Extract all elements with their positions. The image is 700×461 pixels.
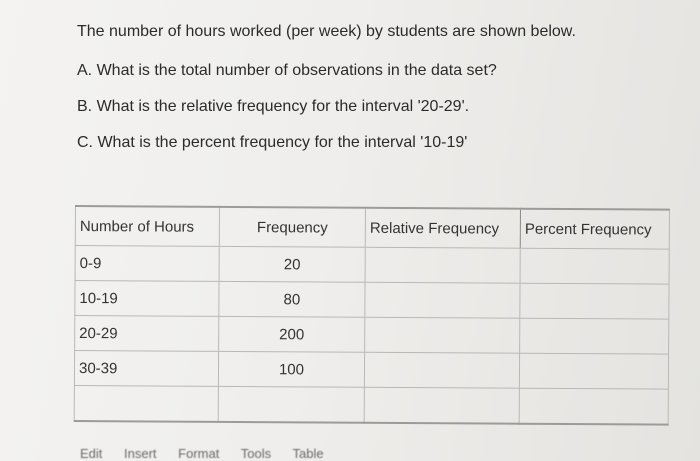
editor-menubar bbox=[80, 446, 342, 461]
table-header-row bbox=[75, 206, 669, 249]
relative-frequency-input-cell[interactable] bbox=[365, 317, 520, 353]
relative-frequency-input-cell[interactable] bbox=[364, 387, 519, 423]
relative-frequency-input-cell[interactable] bbox=[364, 352, 519, 388]
frequency-cell: 20 bbox=[219, 246, 365, 282]
frequency-table-container bbox=[74, 205, 665, 424]
hours-cell: 30-39 bbox=[74, 351, 218, 387]
menu-insert[interactable]: Insert bbox=[124, 446, 157, 461]
menu-format[interactable]: Format bbox=[178, 446, 220, 461]
frequency-cell: 100 bbox=[218, 351, 364, 387]
header-number-of-hours: Number of Hours bbox=[75, 206, 219, 246]
frequency-table bbox=[74, 205, 670, 426]
header-frequency: Frequency bbox=[219, 207, 365, 247]
percent-frequency-input-cell[interactable] bbox=[520, 283, 669, 319]
frequency-cell: 80 bbox=[219, 281, 365, 317]
hours-cell: 20-29 bbox=[75, 316, 219, 352]
percent-frequency-input-cell[interactable] bbox=[520, 318, 669, 354]
question-b: B. What is the relative frequency for the interval '20-29'. bbox=[77, 98, 470, 115]
table-row bbox=[74, 351, 668, 390]
header-percent-frequency: Percent Frequency bbox=[520, 209, 669, 249]
header-relative-frequency: Relative Frequency bbox=[365, 208, 520, 248]
percent-frequency-input-cell[interactable] bbox=[519, 388, 668, 424]
frequency-cell[interactable] bbox=[218, 386, 364, 422]
table-row bbox=[75, 246, 669, 285]
question-a: A. What is the total number of observations in the data set? bbox=[77, 62, 497, 79]
table-row bbox=[74, 385, 668, 424]
menu-table[interactable]: Table bbox=[292, 446, 324, 461]
relative-frequency-input-cell[interactable] bbox=[365, 247, 520, 283]
table-row bbox=[75, 316, 669, 355]
question-c: C. What is the percent frequency for the interval '10-19' bbox=[77, 134, 468, 151]
hours-cell[interactable] bbox=[74, 385, 218, 421]
percent-frequency-input-cell[interactable] bbox=[520, 248, 669, 284]
frequency-cell: 200 bbox=[219, 316, 365, 352]
percent-frequency-input-cell[interactable] bbox=[519, 353, 668, 389]
relative-frequency-input-cell[interactable] bbox=[365, 282, 520, 318]
menu-edit[interactable]: Edit bbox=[80, 446, 103, 461]
menu-tools[interactable]: Tools bbox=[240, 446, 272, 461]
question-intro: The number of hours worked (per week) by students are shown below. bbox=[77, 23, 576, 40]
hours-cell: 10-19 bbox=[75, 281, 219, 317]
hours-cell: 0-9 bbox=[75, 246, 219, 282]
table-row bbox=[75, 281, 669, 320]
